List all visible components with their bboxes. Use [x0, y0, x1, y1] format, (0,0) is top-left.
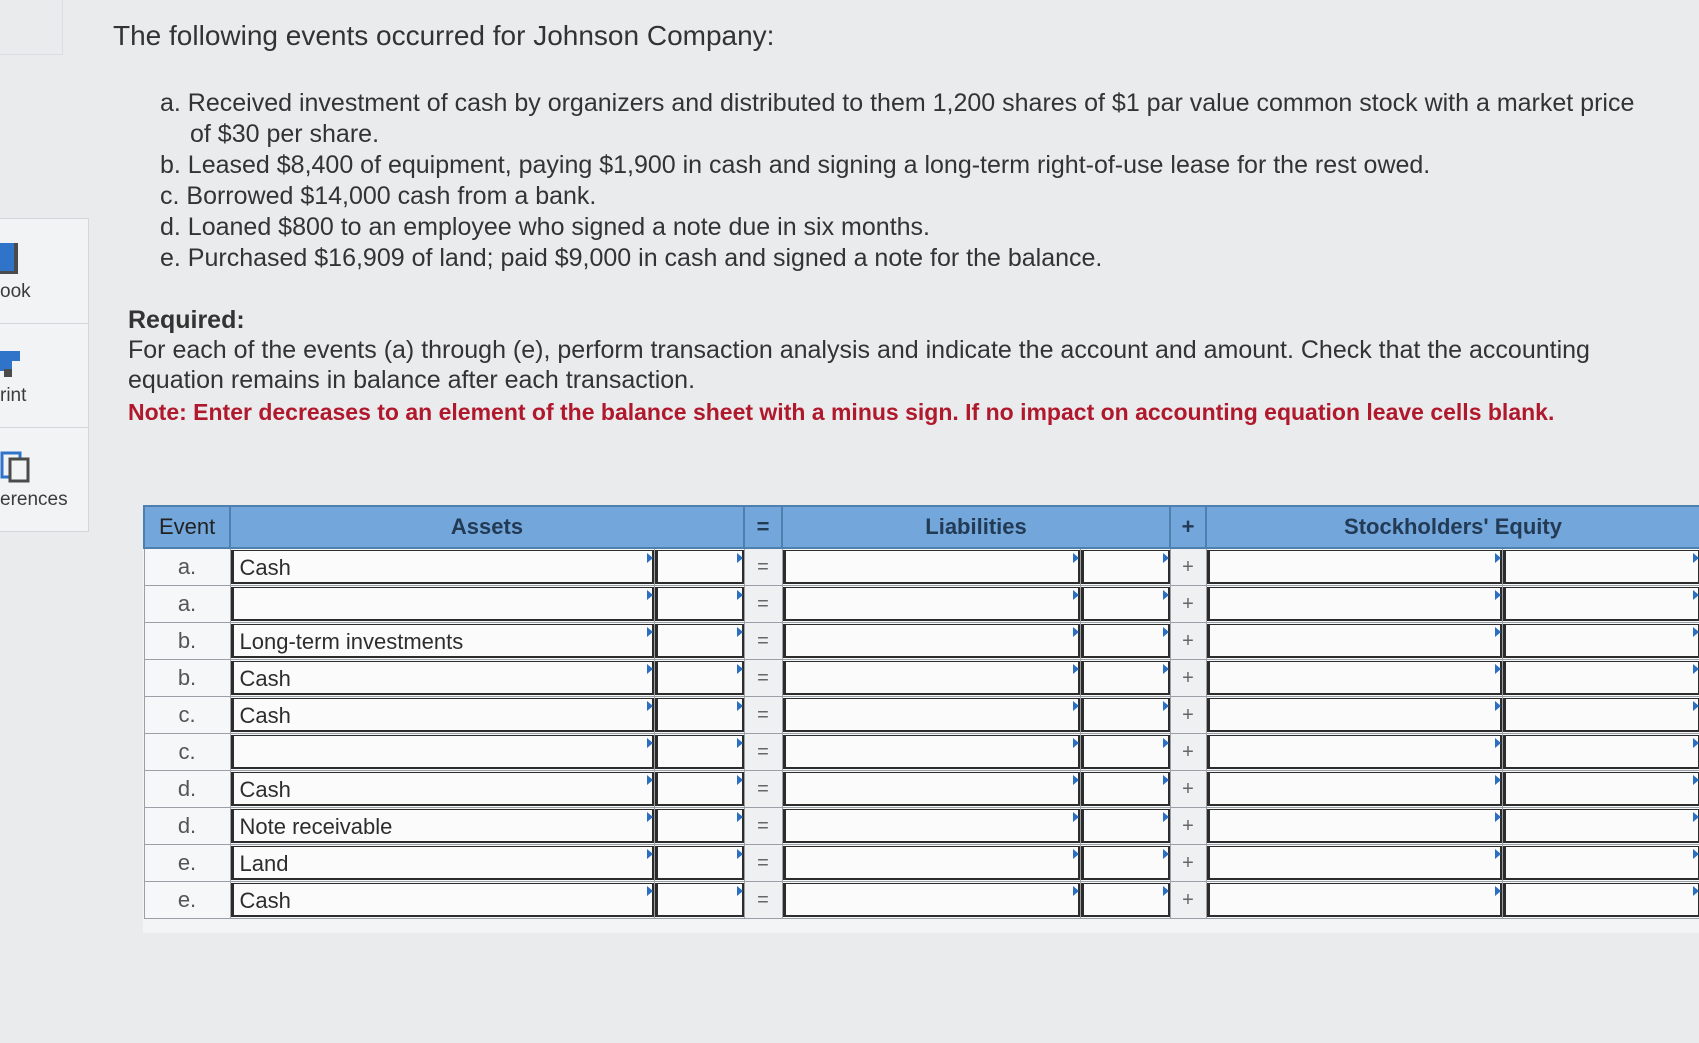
- asset-amount-input[interactable]: [655, 772, 744, 806]
- table-row: [144, 734, 1699, 771]
- event-item-e: e. Purchased $16,909 of land; paid $9,000 in cash and signed a note for the balance.: [160, 244, 1103, 272]
- liability-account-input[interactable]: [783, 550, 1080, 584]
- required-title: Required:: [128, 306, 245, 334]
- liability-amount-input-cell: [1080, 882, 1170, 919]
- equity-account-input-cell: [1206, 660, 1502, 697]
- asset-amount-input[interactable]: [655, 735, 744, 769]
- asset-amount-input-cell: [654, 771, 744, 808]
- equity-account-input[interactable]: [1207, 735, 1502, 769]
- liability-account-input-cell: [782, 771, 1080, 808]
- liability-account-input[interactable]: [783, 846, 1080, 880]
- asset-amount-input-cell: [654, 808, 744, 845]
- account-name-text: Cash: [239, 666, 291, 691]
- asset-account-input[interactable]: [231, 698, 654, 732]
- asset-account-input[interactable]: [231, 550, 654, 584]
- equity-account-input[interactable]: [1207, 883, 1502, 917]
- event-cell: d.: [144, 771, 230, 808]
- equity-account-input-cell: [1206, 808, 1502, 845]
- account-name-text: Cash: [239, 703, 291, 728]
- liability-account-input[interactable]: [783, 624, 1080, 658]
- equals-sign: =: [744, 734, 782, 771]
- equity-account-input-cell: [1206, 882, 1502, 919]
- equity-amount-input-cell: [1502, 808, 1699, 845]
- problem-intro: The following events occurred for Johnson Company:: [113, 20, 775, 51]
- equity-account-input-cell: [1206, 697, 1502, 734]
- liability-account-input-cell: [782, 548, 1080, 586]
- liability-account-input[interactable]: [783, 698, 1080, 732]
- asset-account-input-cell: [230, 845, 654, 882]
- equity-account-input[interactable]: [1207, 809, 1502, 843]
- plus-sign: +: [1170, 882, 1206, 919]
- liability-account-input-cell: [782, 734, 1080, 771]
- asset-amount-input[interactable]: [655, 846, 744, 880]
- account-name-text: Cash: [239, 555, 291, 580]
- event-list: [160, 88, 1660, 274]
- liability-account-input[interactable]: [783, 661, 1080, 695]
- table-row: [144, 697, 1699, 734]
- plus-sign: +: [1170, 548, 1206, 586]
- liability-account-input[interactable]: [783, 735, 1080, 769]
- equity-amount-input[interactable]: [1503, 883, 1699, 917]
- event-cell: c.: [144, 734, 230, 771]
- liability-amount-input[interactable]: [1081, 735, 1170, 769]
- table-row: [144, 808, 1699, 845]
- liability-amount-input[interactable]: [1081, 809, 1170, 843]
- equity-amount-input[interactable]: [1503, 846, 1699, 880]
- equals-sign: =: [744, 882, 782, 919]
- tool-print[interactable]: [0, 323, 88, 428]
- asset-amount-input[interactable]: [655, 661, 744, 695]
- asset-account-input-cell: [230, 882, 654, 919]
- event-cell: b.: [144, 660, 230, 697]
- tool-references-label: erences: [0, 489, 68, 510]
- equity-account-input-cell: [1206, 845, 1502, 882]
- window-corner: [0, 0, 63, 55]
- account-name-text: Long-term investments: [239, 629, 464, 654]
- book-icon: [0, 241, 20, 275]
- asset-amount-input-cell: [654, 882, 744, 919]
- liability-account-input-cell: [782, 808, 1080, 845]
- event-cell: a.: [144, 586, 230, 623]
- required-text: For each of the events (a) through (e), perform transaction analysis and indicate the account and amount. Check that the accounting equation remains in balance after each transaction.: [128, 336, 1590, 394]
- references-icon: [0, 449, 32, 483]
- equity-account-input-cell: [1206, 734, 1502, 771]
- asset-account-input-cell: [230, 697, 654, 734]
- header-event: Event: [144, 506, 230, 548]
- equity-account-input-cell: [1206, 548, 1502, 586]
- equity-amount-input-cell: [1502, 623, 1699, 660]
- liability-amount-input-cell: [1080, 586, 1170, 623]
- asset-amount-input[interactable]: [655, 587, 744, 621]
- plus-sign: +: [1170, 623, 1206, 660]
- header-equals: =: [744, 506, 782, 548]
- liability-account-input-cell: [782, 586, 1080, 623]
- table-row: [144, 845, 1699, 882]
- equity-amount-input-cell: [1502, 586, 1699, 623]
- header-stockholders-equity: Stockholders' Equity: [1206, 506, 1699, 548]
- tool-sidebar: [0, 218, 89, 532]
- asset-amount-input[interactable]: [655, 698, 744, 732]
- equity-account-input[interactable]: [1207, 772, 1502, 806]
- plus-sign: +: [1170, 808, 1206, 845]
- equity-account-input-cell: [1206, 623, 1502, 660]
- asset-amount-input-cell: [654, 548, 744, 586]
- asset-account-input[interactable]: [231, 772, 654, 806]
- table-row: [144, 771, 1699, 808]
- header-assets: Assets: [230, 506, 744, 548]
- plus-sign: +: [1170, 734, 1206, 771]
- asset-amount-input[interactable]: [655, 809, 744, 843]
- table-row: [144, 623, 1699, 660]
- equity-account-input[interactable]: [1207, 661, 1502, 695]
- plus-sign: +: [1170, 697, 1206, 734]
- asset-account-input-cell: [230, 586, 654, 623]
- tool-references[interactable]: [0, 427, 88, 531]
- table-row: [144, 548, 1699, 586]
- event-cell: d.: [144, 808, 230, 845]
- equals-sign: =: [744, 771, 782, 808]
- liability-amount-input-cell: [1080, 660, 1170, 697]
- liability-amount-input-cell: [1080, 623, 1170, 660]
- liability-amount-input[interactable]: [1081, 772, 1170, 806]
- equity-amount-input-cell: [1502, 697, 1699, 734]
- equity-account-input[interactable]: [1207, 624, 1502, 658]
- equity-amount-input[interactable]: [1503, 809, 1699, 843]
- equity-amount-input[interactable]: [1503, 698, 1699, 732]
- liability-account-input-cell: [782, 623, 1080, 660]
- equity-account-input[interactable]: [1207, 846, 1502, 880]
- liability-amount-input[interactable]: [1081, 550, 1170, 584]
- asset-account-input[interactable]: [231, 846, 654, 880]
- asset-amount-input-cell: [654, 586, 744, 623]
- liability-account-input[interactable]: [783, 587, 1080, 621]
- asset-amount-input-cell: [654, 697, 744, 734]
- liability-amount-input[interactable]: [1081, 661, 1170, 695]
- equity-amount-input-cell: [1502, 734, 1699, 771]
- equity-account-input[interactable]: [1207, 550, 1502, 584]
- equity-account-input-cell: [1206, 771, 1502, 808]
- event-item-c: c. Borrowed $14,000 cash from a bank.: [160, 182, 597, 210]
- asset-amount-input[interactable]: [655, 550, 744, 584]
- liability-amount-input-cell: [1080, 808, 1170, 845]
- event-item-d: d. Loaned $800 to an employee who signed a note due in six months.: [160, 213, 930, 241]
- asset-account-input-cell: [230, 771, 654, 808]
- asset-account-input[interactable]: [231, 661, 654, 695]
- asset-account-input[interactable]: [231, 624, 654, 658]
- asset-account-input-cell: [230, 548, 654, 586]
- header-plus: +: [1170, 506, 1206, 548]
- plus-sign: +: [1170, 586, 1206, 623]
- liability-amount-input-cell: [1080, 771, 1170, 808]
- table-row: [144, 882, 1699, 919]
- event-cell: e.: [144, 882, 230, 919]
- plus-sign: +: [1170, 771, 1206, 808]
- equity-amount-input[interactable]: [1503, 772, 1699, 806]
- liability-amount-input[interactable]: [1081, 587, 1170, 621]
- event-cell: a.: [144, 548, 230, 586]
- liability-account-input[interactable]: [783, 883, 1080, 917]
- transaction-analysis-table: [143, 505, 1699, 933]
- liability-amount-input[interactable]: [1081, 883, 1170, 917]
- table-row: [144, 586, 1699, 623]
- liability-amount-input[interactable]: [1081, 698, 1170, 732]
- plus-sign: +: [1170, 845, 1206, 882]
- equity-amount-input[interactable]: [1503, 624, 1699, 658]
- event-cell: b.: [144, 623, 230, 660]
- equity-amount-input-cell: [1502, 771, 1699, 808]
- asset-amount-input-cell: [654, 623, 744, 660]
- event-cell: e.: [144, 845, 230, 882]
- liability-amount-input[interactable]: [1081, 624, 1170, 658]
- tool-ebook[interactable]: [0, 219, 88, 324]
- account-name-text: Land: [239, 851, 289, 876]
- liability-amount-input[interactable]: [1081, 846, 1170, 880]
- liability-amount-input-cell: [1080, 845, 1170, 882]
- plus-sign: +: [1170, 660, 1206, 697]
- event-item-a: a. Received investment of cash by organizers and distributed to them 1,200 shares of $1 par value common stock with a market price of $30 per share.: [160, 89, 1635, 148]
- asset-account-input[interactable]: [231, 809, 654, 843]
- liability-account-input-cell: [782, 845, 1080, 882]
- asset-account-input-cell: [230, 808, 654, 845]
- asset-account-input[interactable]: [231, 587, 654, 621]
- table-header-row: [144, 506, 1699, 548]
- equity-amount-input[interactable]: [1503, 587, 1699, 621]
- liability-amount-input-cell: [1080, 734, 1170, 771]
- asset-account-input-cell: [230, 623, 654, 660]
- tool-ebook-label: ook: [0, 281, 31, 302]
- account-name-text: Cash: [239, 777, 291, 802]
- liability-account-input-cell: [782, 697, 1080, 734]
- asset-account-input-cell: [230, 734, 654, 771]
- event-cell: c.: [144, 697, 230, 734]
- equity-amount-input[interactable]: [1503, 735, 1699, 769]
- asset-amount-input[interactable]: [655, 624, 744, 658]
- equals-sign: =: [744, 660, 782, 697]
- asset-amount-input-cell: [654, 845, 744, 882]
- account-name-text: Cash: [239, 888, 291, 913]
- equity-account-input[interactable]: [1207, 587, 1502, 621]
- print-icon: [0, 345, 20, 379]
- header-liabilities: Liabilities: [782, 506, 1170, 548]
- equity-amount-input-cell: [1502, 548, 1699, 586]
- equity-amount-input-cell: [1502, 845, 1699, 882]
- equity-amount-input[interactable]: [1503, 550, 1699, 584]
- equals-sign: =: [744, 697, 782, 734]
- liability-account-input-cell: [782, 882, 1080, 919]
- asset-account-input-cell: [230, 660, 654, 697]
- asset-account-input[interactable]: [231, 735, 654, 769]
- tool-print-label: rint: [0, 385, 27, 406]
- equals-sign: =: [744, 586, 782, 623]
- equity-amount-input-cell: [1502, 882, 1699, 919]
- liability-amount-input-cell: [1080, 548, 1170, 586]
- table-row: [144, 660, 1699, 697]
- equity-account-input-cell: [1206, 586, 1502, 623]
- event-item-b: b. Leased $8,400 of equipment, paying $1,900 in cash and signing a long-term right-of-use lease for the rest owed.: [160, 151, 1431, 179]
- liability-amount-input-cell: [1080, 697, 1170, 734]
- equity-account-input[interactable]: [1207, 698, 1502, 732]
- asset-amount-input-cell: [654, 660, 744, 697]
- asset-amount-input-cell: [654, 734, 744, 771]
- equals-sign: =: [744, 623, 782, 660]
- equity-amount-input-cell: [1502, 660, 1699, 697]
- account-name-text: Note receivable: [239, 814, 393, 839]
- asset-account-input[interactable]: [231, 883, 654, 917]
- equals-sign: =: [744, 845, 782, 882]
- equals-sign: =: [744, 548, 782, 586]
- liability-account-input[interactable]: [783, 809, 1080, 843]
- liability-account-input[interactable]: [783, 772, 1080, 806]
- asset-amount-input[interactable]: [655, 883, 744, 917]
- equity-amount-input[interactable]: [1503, 661, 1699, 695]
- instruction-note: Note: Enter decreases to an element of the balance sheet with a minus sign. If no impact on accounting equation leave cells blank.: [128, 399, 1555, 425]
- required-section: [128, 305, 1668, 427]
- equals-sign: =: [744, 808, 782, 845]
- liability-account-input-cell: [782, 660, 1080, 697]
